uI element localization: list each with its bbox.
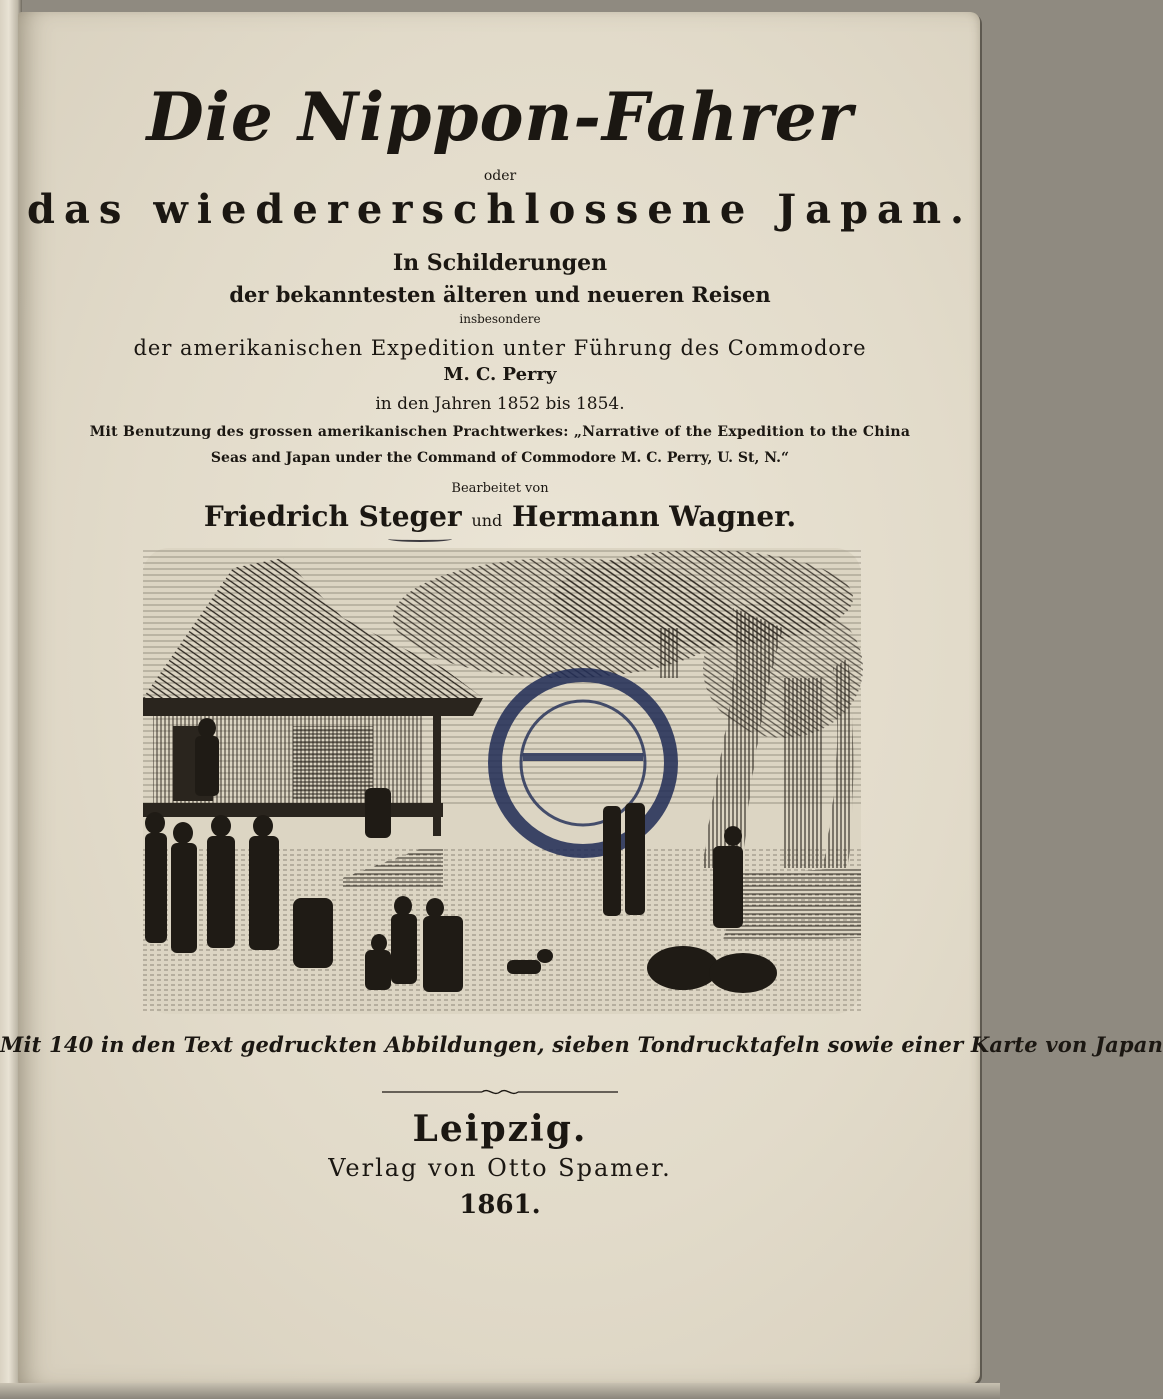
- description-line-1: In Schilderungen: [392, 250, 608, 276]
- source-line-2: Seas and Japan under the Command of Commodore M. C. Perry, U. St, N.“: [210, 450, 790, 466]
- publisher: Verlag von Otto Spamer.: [328, 1154, 672, 1182]
- authors-line: [0, 500, 1000, 533]
- years-line: in den Jahren 1852 bis 1854.: [375, 394, 625, 414]
- edited-by-label: Bearbeitet von: [451, 481, 549, 496]
- description-line-2: der bekanntesten älteren und neueren Reisen: [229, 282, 771, 307]
- author-conjunction: und: [471, 511, 503, 530]
- ornamental-rule: [382, 1088, 618, 1096]
- pencil-underline: [388, 536, 452, 542]
- conjunction-oder: oder: [483, 168, 517, 184]
- engraving-illustration: [143, 548, 861, 1014]
- publication-year: 1861.: [459, 1190, 541, 1220]
- description-line-3: insbesondere: [459, 312, 541, 326]
- source-line-1: Mit Benutzung des grossen amerikanischen Prachtwerkes: „Narrative of the Expedition to the China: [89, 424, 911, 440]
- page-edge: [0, 1383, 1000, 1399]
- author-steger: Friedrich Steger: [203, 500, 462, 533]
- description-line-4: der amerikanischen Expedition unter Führung des Commodore: [133, 336, 867, 360]
- frontispiece-engraving: [143, 548, 861, 1014]
- book-title: Die Nippon-Fahrer: [146, 78, 854, 156]
- commodore-name: M. C. Perry: [443, 364, 557, 385]
- publication-city: Leipzig.: [412, 1108, 588, 1150]
- author-wagner: Hermann Wagner.: [512, 500, 797, 533]
- book-subtitle: das wiedererschlossene Japan.: [27, 186, 973, 233]
- illustrations-note: Mit 140 in den Text gedruckten Abbildungen, sieben Tondrucktafeln sowie einer Karte von Japan: [0, 1032, 1163, 1057]
